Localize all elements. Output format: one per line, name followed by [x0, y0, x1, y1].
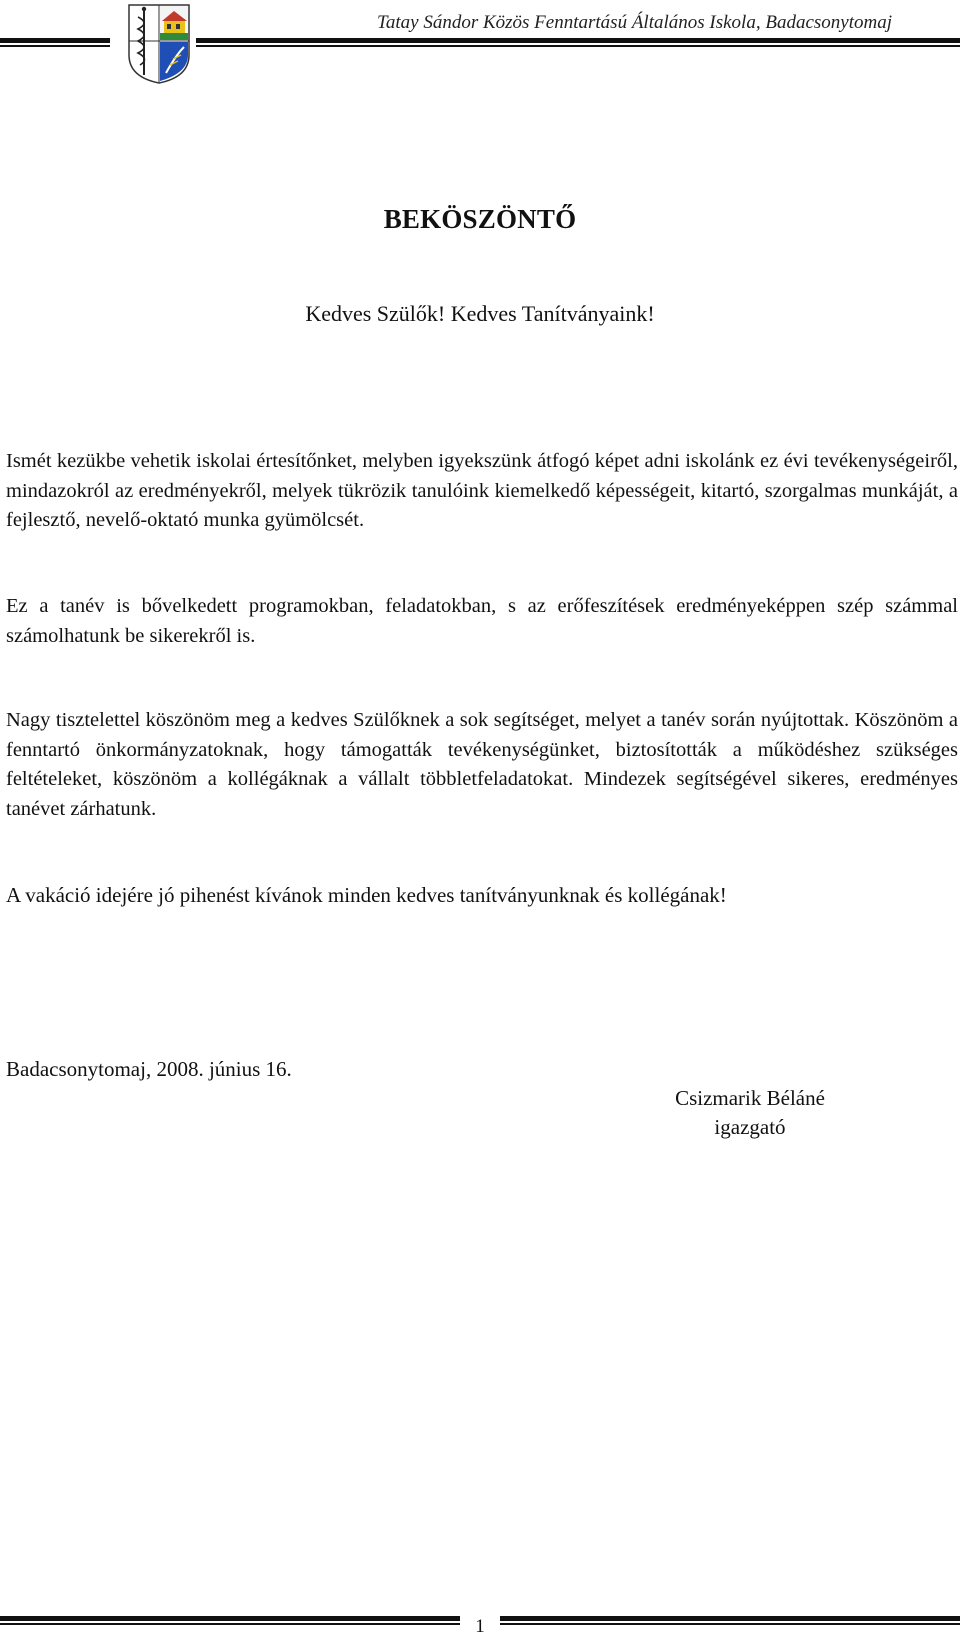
paragraph-vacation-wish: A vakáció idejére jó pihenést kívánok minden kedves tanítványunknak és kollégának!	[6, 883, 727, 907]
footer-rule-left-thick	[0, 1616, 460, 1621]
paragraph-programs: Ez a tanév is bővelkedett programokban, feladatokban, s az erőfeszítések eredményeképpen szép számmal számolhatunk be sikerekről is.	[6, 595, 958, 647]
header-rule-right-thick	[196, 38, 960, 43]
header-rule-left-thick	[0, 38, 110, 43]
footer-rule-left-thin	[0, 1623, 460, 1625]
greeting: Kedves Szülők! Kedves Tanítványaink!	[305, 301, 655, 326]
document-title: BEKÖSZÖNTŐ	[383, 204, 577, 234]
signer-role: igazgató	[714, 1115, 786, 1139]
header-school-name: Tatay Sándor Közös Fenntartású Általános Iskola, Badacsonytomaj	[377, 12, 892, 33]
paragraph-thanks: Nagy tisztelettel köszönöm meg a kedves Szülőknek a sok segítséget, melyet a tanév során nyújtottak. Köszönöm a fenntartó önkormányzatoknak, hogy támogatták tevékenységünket, biztosították a működéshez szükséges feltételeket, köszönöm a kollégáknak a vállalt többletfeladatokat. Mindezek segítségével sikeres, eredményes tanévet zárhatunk.	[6, 709, 958, 820]
page-header	[0, 0, 960, 90]
page-number: 1	[475, 1616, 485, 1637]
signature-block	[640, 1084, 860, 1142]
footer-rule-right-thick	[500, 1616, 960, 1621]
signer-name: Csizmarik Béláné	[675, 1086, 825, 1110]
dateline: Badacsonytomaj, 2008. június 16.	[6, 1057, 292, 1081]
footer-rule-right-thin	[500, 1623, 960, 1625]
header-rule-right-thin	[196, 45, 960, 47]
paragraph-intro: Ismét kezükbe vehetik iskolai értesítőnket, melyben igyekszünk átfogó képet adni iskolánk ez évi tevékenységeiről, mindazokról az eredményekről, melyek tükrözik tanulóink kiemelkedő képességeit, kitartó, szorgalmas munkáját, a fejlesztő, nevelő-oktató munka gyümölcsét.	[6, 450, 958, 531]
header-rule-left-thin	[0, 45, 110, 47]
school-crest-icon	[126, 3, 192, 85]
